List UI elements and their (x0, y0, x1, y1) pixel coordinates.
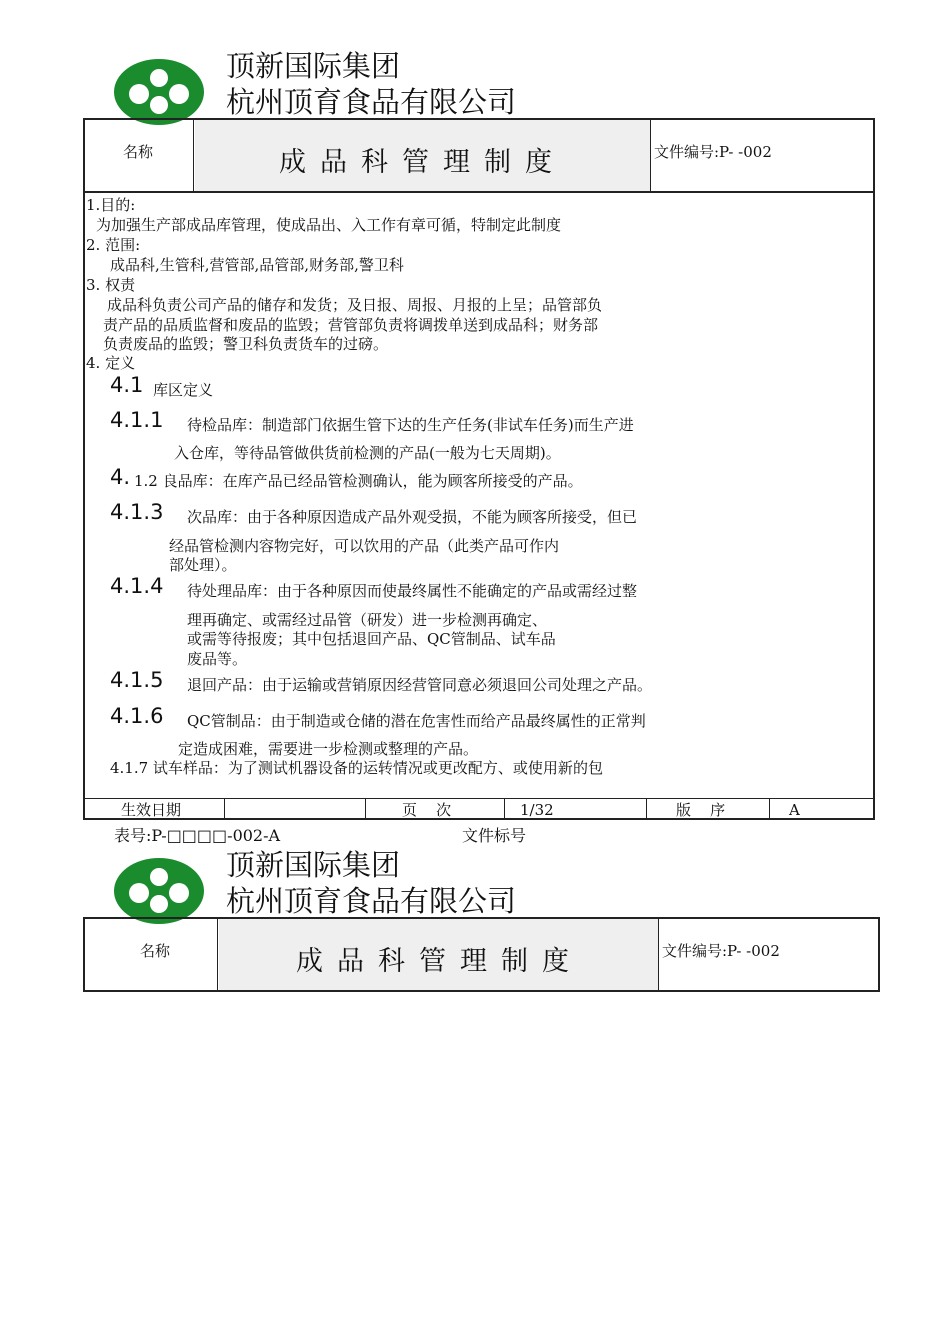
def-4-1-text: 库区定义 (153, 381, 214, 399)
def-4-1-1-line-1: 待检品库：制造部门依据生管下达的生产任务(非试车任务)而生产进 (187, 416, 634, 434)
name-label: 名称 (140, 942, 171, 960)
section-3-title: 3. 权责 (86, 276, 136, 294)
def-4-1-6-number: 4.1.6 (110, 704, 164, 728)
effective-date-label: 生效日期 (121, 801, 182, 819)
def-4-1-7-text: 4.1.7 试车样品：为了测试机器设备的运转情况或更改配方、或使用新的包 (110, 759, 603, 777)
def-4-1-6-line-1: QC管制品：由于制造或仓储的潜在危害性而给产品最终属性的正常判 (187, 712, 646, 730)
company-logo-icon (113, 58, 205, 126)
def-4-1-2-text: 1.2 良品库：在库产品已经品管检测确认，能为顾客所接受的产品。 (134, 472, 583, 490)
def-4-1-1-line-2: 入仓库，等待品管做供货前检测的产品(一般为七天周期)。 (174, 444, 561, 462)
section-2-text: 成品科,生管科,营管部,品管部,财务部,警卫科 (110, 256, 404, 274)
document-number: 文件编号:P- -002 (654, 143, 772, 161)
def-4-1-1-number: 4.1.1 (110, 408, 164, 432)
def-4-1-2-number: 4. (110, 465, 131, 489)
version-value: A (789, 801, 800, 819)
form-number: 表号:P-□□□□-002-A (114, 826, 281, 845)
section-1-text: 为加强生产部成品库管理，使成品出、入工作有章可循，特制定此制度 (96, 216, 562, 234)
section-1-title: 1.目的: (86, 196, 136, 214)
document-title: 成品科管理制度 (296, 946, 583, 977)
def-4-1-3-line-3: 部处理）。 (169, 556, 237, 574)
document-title: 成品科管理制度 (279, 147, 566, 178)
section-4-title: 4. 定义 (86, 354, 136, 372)
file-mark: 文件标号 (462, 826, 527, 845)
def-4-1-4-number: 4.1.4 (110, 574, 164, 598)
page-label: 页 次 (402, 801, 452, 819)
name-label: 名称 (123, 143, 154, 161)
section-3-line-1: 成品科负责公司产品的储存和发货；及日报、周报、月报的上呈；品管部负 (107, 296, 603, 314)
section-3-line-3: 负责废品的监毁；警卫科负责货车的过磅。 (103, 335, 389, 353)
def-4-1-5-text: 退回产品：由于运输或营销原因经营管同意必须退回公司处理之产品。 (187, 676, 653, 694)
def-4-1-4-line-4: 废品等。 (187, 650, 248, 668)
def-4-1-3-line-2: 经品管检测内容物完好，可以饮用的产品（此类产品可作内 (169, 537, 560, 555)
def-4-1-3-number: 4.1.3 (110, 500, 164, 524)
def-4-1-4-line-2: 理再确定、或需经过品管（研发）进一步检测再确定、 (187, 611, 548, 629)
def-4-1-6-line-2: 定造成困难，需要进一步检测或整理的产品。 (178, 740, 479, 758)
document-number: 文件编号:P- -002 (662, 942, 780, 960)
section-2-title: 2. 范围: (86, 236, 141, 254)
company-name-line2: 杭州顶育食品有限公司 (226, 884, 517, 918)
page-value: 1/32 (520, 801, 554, 819)
def-4-1-number: 4.1 (110, 373, 144, 397)
version-label: 版 序 (676, 801, 726, 819)
company-name-line1: 顶新国际集团 (226, 848, 401, 882)
company-name-line2: 杭州顶育食品有限公司 (226, 85, 517, 119)
def-4-1-5-number: 4.1.5 (110, 668, 164, 692)
section-3-line-2: 责产品的品质监督和废品的监毁；营管部负责将调拨单送到成品科；财务部 (103, 316, 599, 334)
company-name-line1: 顶新国际集团 (226, 49, 401, 83)
company-logo-icon (113, 857, 205, 925)
def-4-1-3-line-1: 次品库：由于各种原因造成产品外观受损，不能为顾客所接受，但已 (187, 508, 638, 526)
def-4-1-4-line-3: 或需等待报废；其中包括退回产品、QC管制品、试车品 (187, 630, 556, 648)
def-4-1-4-line-1: 待处理品库：由于各种原因而使最终属性不能确定的产品或需经过整 (187, 582, 638, 600)
